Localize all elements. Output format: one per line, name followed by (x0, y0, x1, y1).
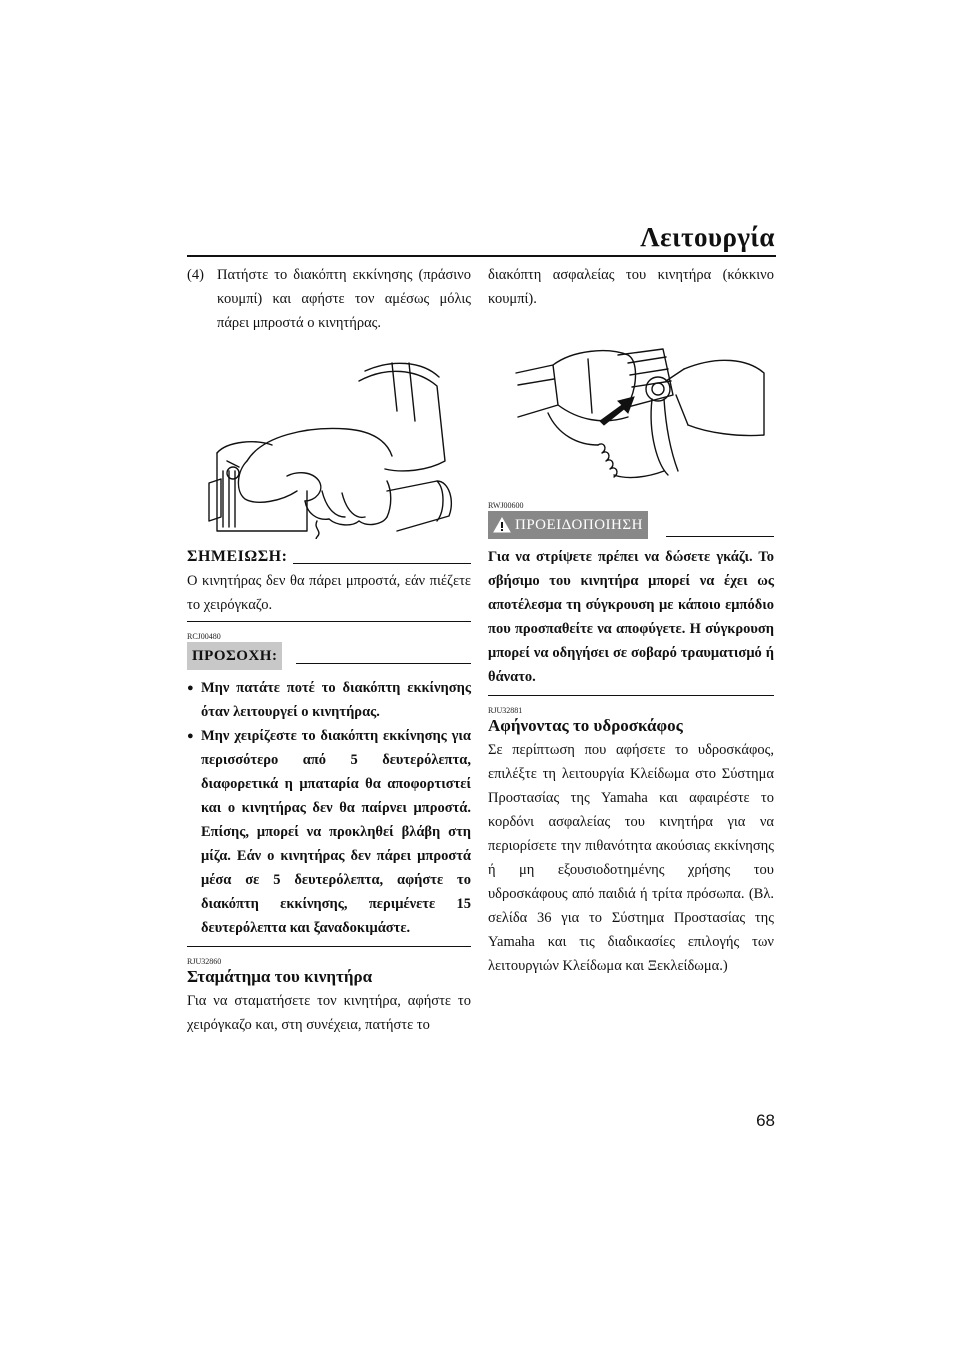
caution-end-rule (187, 946, 471, 947)
page-header-title: Λειτουργία (640, 222, 775, 252)
left-column (187, 263, 471, 1037)
warning-header-line (666, 536, 774, 537)
caution-header (187, 642, 471, 670)
warning-code: RWJ00600 (488, 501, 524, 510)
caution-item: ● Μην πατάτε ποτέ το διακόπτη εκκίνησης όταν λειτουργεί ο κινητήρας. (187, 676, 471, 724)
leaving-section-text: Σε περίπτωση που αφήσετε το υδροσκάφος, επιλέξτε τη λειτουργία Κλείδωμα στο Σύστημα Προστασίας της Yamaha και αφαιρέστε το κορδόνι ασφαλείας του κινητήρα για να περιορίσετε την πιθανότητα ακούσιας εκκίνησης ή μη εξουσιοδοτημένης χρήσης του υδροσκάφους από παιδιά ή τρίτα πρόσωπα. (Βλ. σελίδα 36 για το Σύστημα Προστασίας της Yamaha και τις διαδικασίες επιλογής των λειτουργιών Κλείδωμα και Ξεκλείδωμα.) (488, 742, 774, 974)
caution-item: ● Μην χειρίζεστε το διακόπτη εκκίνησης για περισσότερο από 5 δευτερόλεπτα, διαφορετικά η μπαταρία θα αποφορτιστεί και ο κινητήρας δεν θα παίρνει μπροστά. Επίσης, μπορεί να προκληθεί βλάβη στη μίζα. Εάν ο κινητήρας δεν πάρει μπροστά μέσα σε 5 δευτερόλεπτα, αφήστε το διακόπτη εκκίνησης, περιμένετε 15 δευτερόλεπτα και ξαναδοκιμάστε. (187, 724, 471, 940)
engine-stop-switch-illustration (488, 325, 774, 485)
stop-section-code: RJU32860 (187, 957, 222, 966)
bullet-icon: ● (187, 682, 194, 694)
warning-triangle-icon (493, 517, 511, 533)
header-rule (187, 255, 776, 257)
page-number: 68 (756, 1111, 775, 1130)
step-4 (187, 263, 471, 335)
step-number: (4) (187, 267, 204, 283)
caution-list (187, 676, 471, 940)
right-column (488, 263, 774, 978)
note-text: Ο κινητήρας δεν θα πάρει μπροστά, εάν πιέζετε το χειρόγκαζο. (187, 573, 471, 613)
caution-header-line (296, 663, 471, 664)
warning-text: Για να στρίψετε πρέπει να δώσετε γκάζι. Το σβήσιμο του κινητήρα μπορεί να έχει ως αποτέλεσμα τη σύγκρουση με κάποιο εμπόδιο που προσπαθείτε να αποφύγετε. Η σύγκρουση μπορεί να οδηγήσει σε σοβαρό τραυματισμό ή θάνατο. (488, 549, 774, 685)
warning-badge (488, 511, 648, 539)
note-label: ΣΗΜΕΙΩΣΗ: (187, 548, 288, 565)
note-end-rule (187, 621, 471, 622)
warning-end-rule (488, 695, 774, 696)
caution-code: RCJ00480 (187, 632, 221, 641)
stop-section-text-continued: διακόπτη ασφαλείας του κινητήρα (κόκκινο κουμπί). (488, 267, 774, 307)
step-text: Πατήστε το διακόπτη εκκίνησης (πράσινο κουμπί) και αφήστε τον αμέσως μόλις πάρει μπροστά ο κινητήρας. (217, 267, 471, 331)
stop-section-text: Για να σταματήσετε τον κινητήρα, αφήστε το χειρόγκαζο και, στη συνέχεια, πατήστε το (187, 993, 471, 1033)
stop-section-title: Σταμάτημα του κινητήρα (187, 967, 373, 986)
bullet-icon: ● (187, 730, 194, 742)
leaving-section-code: RJU32881 (488, 706, 523, 715)
warning-label: ΠΡΟΕΙΔΟΠΟΙΗΣΗ (515, 517, 643, 533)
leaving-section-title: Αφήνοντας το υδροσκάφος (488, 716, 683, 735)
caution-label: ΠΡΟΣΟΧΗ: (187, 642, 282, 670)
note-header (187, 545, 471, 569)
start-button-illustration (187, 341, 471, 539)
warning-header (488, 511, 774, 539)
note-header-line (293, 563, 471, 564)
